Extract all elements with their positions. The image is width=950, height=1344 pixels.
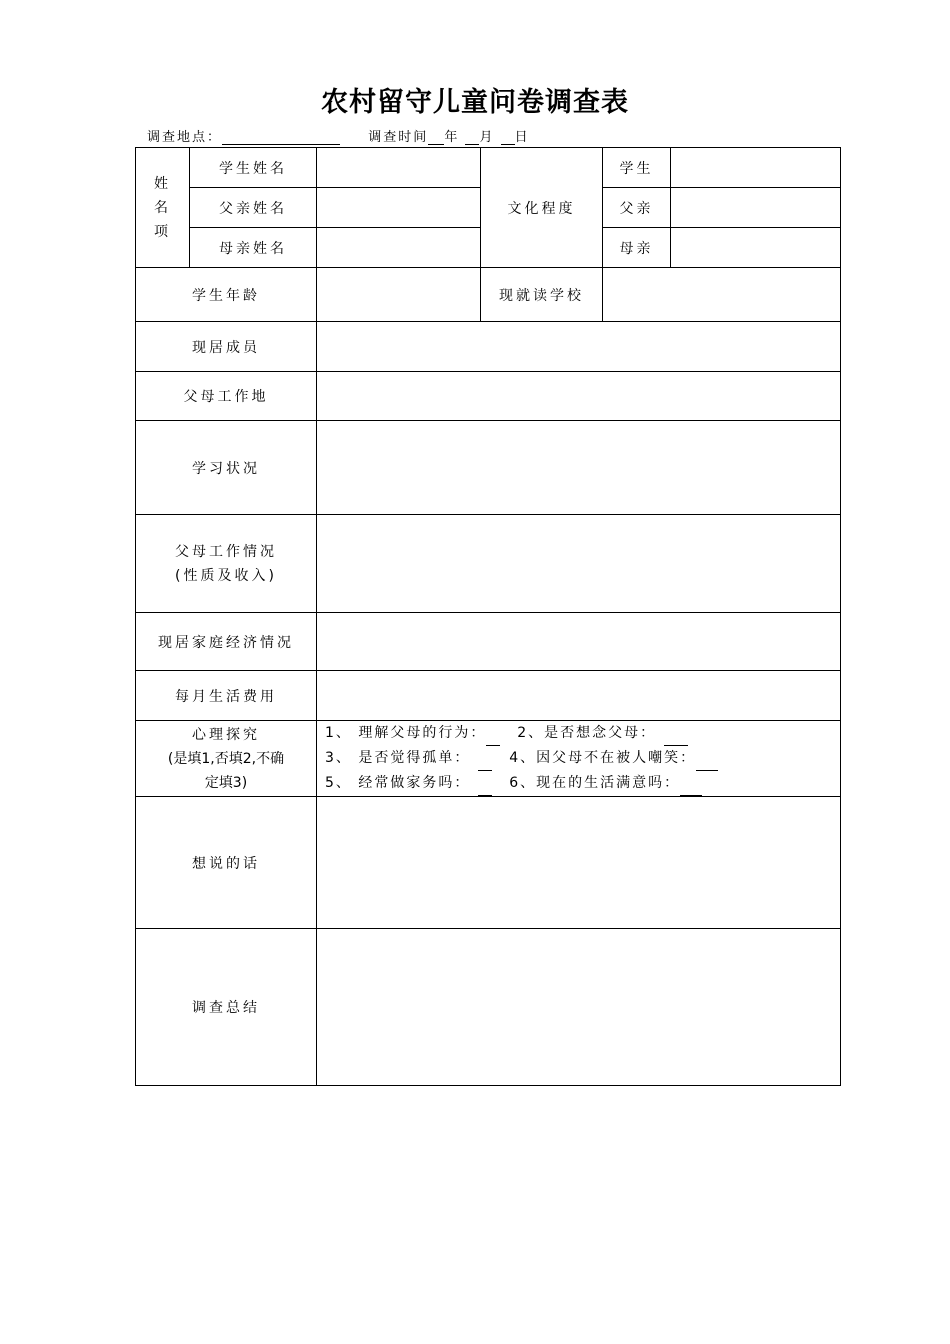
table-row — [136, 613, 841, 671]
table-row — [136, 671, 841, 721]
day-field[interactable] — [501, 130, 515, 145]
psychology-note-line2: 定填3) — [204, 774, 248, 791]
table-row — [136, 421, 841, 515]
table-row — [136, 797, 841, 929]
question-6: 6、现在的生活满意吗： — [509, 775, 681, 791]
name-group-char: 名 — [154, 199, 171, 216]
survey-location-field[interactable] — [222, 130, 340, 145]
household-members-field[interactable] — [317, 322, 841, 372]
family-economy-label: 现居家庭经济情况 — [136, 613, 317, 671]
mother-name-label: 母亲姓名 — [190, 228, 317, 268]
table-row — [136, 268, 841, 322]
question-4-answer[interactable] — [696, 757, 718, 771]
mother-name-field[interactable] — [317, 228, 481, 268]
household-members-label: 现居成员 — [136, 322, 317, 372]
education-mother-label: 母亲 — [603, 228, 671, 268]
words-to-say-field[interactable] — [317, 797, 841, 929]
education-student-field[interactable] — [671, 148, 841, 188]
name-group-char: 项 — [154, 223, 171, 240]
education-mother-field[interactable] — [671, 228, 841, 268]
question-3: 3、 是否觉得孤单： — [325, 750, 471, 766]
table-row — [136, 515, 841, 613]
study-status-field[interactable] — [317, 421, 841, 515]
psychology-question-row — [317, 746, 840, 771]
question-5: 5、 经常做家务吗： — [325, 775, 471, 791]
survey-summary-field[interactable] — [317, 929, 841, 1086]
name-group-char: 姓 — [154, 175, 171, 192]
parents-work-label — [136, 515, 317, 613]
table-row — [136, 322, 841, 372]
question-1: 1、 理解父母的行为： — [325, 725, 487, 741]
question-2: 2、是否想念父母： — [517, 725, 657, 741]
table-row — [136, 721, 841, 797]
monthly-expense-field[interactable] — [317, 671, 841, 721]
table-row — [136, 148, 841, 188]
education-student-label: 学生 — [603, 148, 671, 188]
education-label: 文化程度 — [481, 148, 603, 268]
education-father-field[interactable] — [671, 188, 841, 228]
psychology-title: 心理探究 — [192, 726, 260, 743]
student-name-label: 学生姓名 — [190, 148, 317, 188]
education-father-label: 父亲 — [603, 188, 671, 228]
day-unit: 日 — [514, 130, 530, 145]
father-name-label: 父亲姓名 — [190, 188, 317, 228]
father-name-field[interactable] — [317, 188, 481, 228]
parents-work-field[interactable] — [317, 515, 841, 613]
survey-summary-label: 调查总结 — [136, 929, 317, 1086]
current-school-field[interactable] — [603, 268, 841, 322]
survey-time-label: 调查时间 — [368, 130, 429, 145]
survey-form-table — [135, 147, 841, 1086]
parents-work-label-line1: 父母工作情况 — [175, 543, 277, 560]
question-5-answer[interactable] — [478, 782, 492, 796]
question-4: 4、因父母不在被人嘲笑： — [509, 750, 697, 766]
survey-info-line — [147, 126, 530, 145]
question-1-answer[interactable] — [486, 732, 500, 746]
student-name-field[interactable] — [317, 148, 481, 188]
parents-workplace-label: 父母工作地 — [136, 372, 317, 421]
psychology-label — [136, 721, 317, 797]
month-field[interactable] — [465, 130, 479, 145]
survey-location-label: 调查地点： — [147, 130, 223, 145]
monthly-expense-label: 每月生活费用 — [136, 671, 317, 721]
student-age-field[interactable] — [317, 268, 481, 322]
parents-workplace-field[interactable] — [317, 372, 841, 421]
question-6-answer[interactable] — [680, 782, 702, 796]
page-title: 农村留守儿童问卷调查表 — [321, 87, 629, 118]
year-field[interactable] — [428, 130, 444, 145]
month-unit: 月 — [479, 130, 495, 145]
words-to-say-label: 想说的话 — [136, 797, 317, 929]
year-unit: 年 — [444, 130, 460, 145]
parents-work-label-line2: (性质及收入) — [175, 567, 277, 584]
question-3-answer[interactable] — [478, 757, 492, 771]
psychology-note-line1: (是填1,否填2,不确 — [167, 750, 285, 767]
psychology-question-row — [317, 771, 840, 796]
study-status-label: 学习状况 — [136, 421, 317, 515]
psychology-questions — [317, 721, 841, 797]
table-row — [136, 929, 841, 1086]
table-row — [136, 372, 841, 421]
family-economy-field[interactable] — [317, 613, 841, 671]
student-age-label: 学生年龄 — [136, 268, 317, 322]
name-group-label — [136, 148, 190, 268]
question-2-answer[interactable] — [664, 732, 688, 746]
psychology-question-row — [317, 721, 840, 746]
current-school-label: 现就读学校 — [481, 268, 603, 322]
